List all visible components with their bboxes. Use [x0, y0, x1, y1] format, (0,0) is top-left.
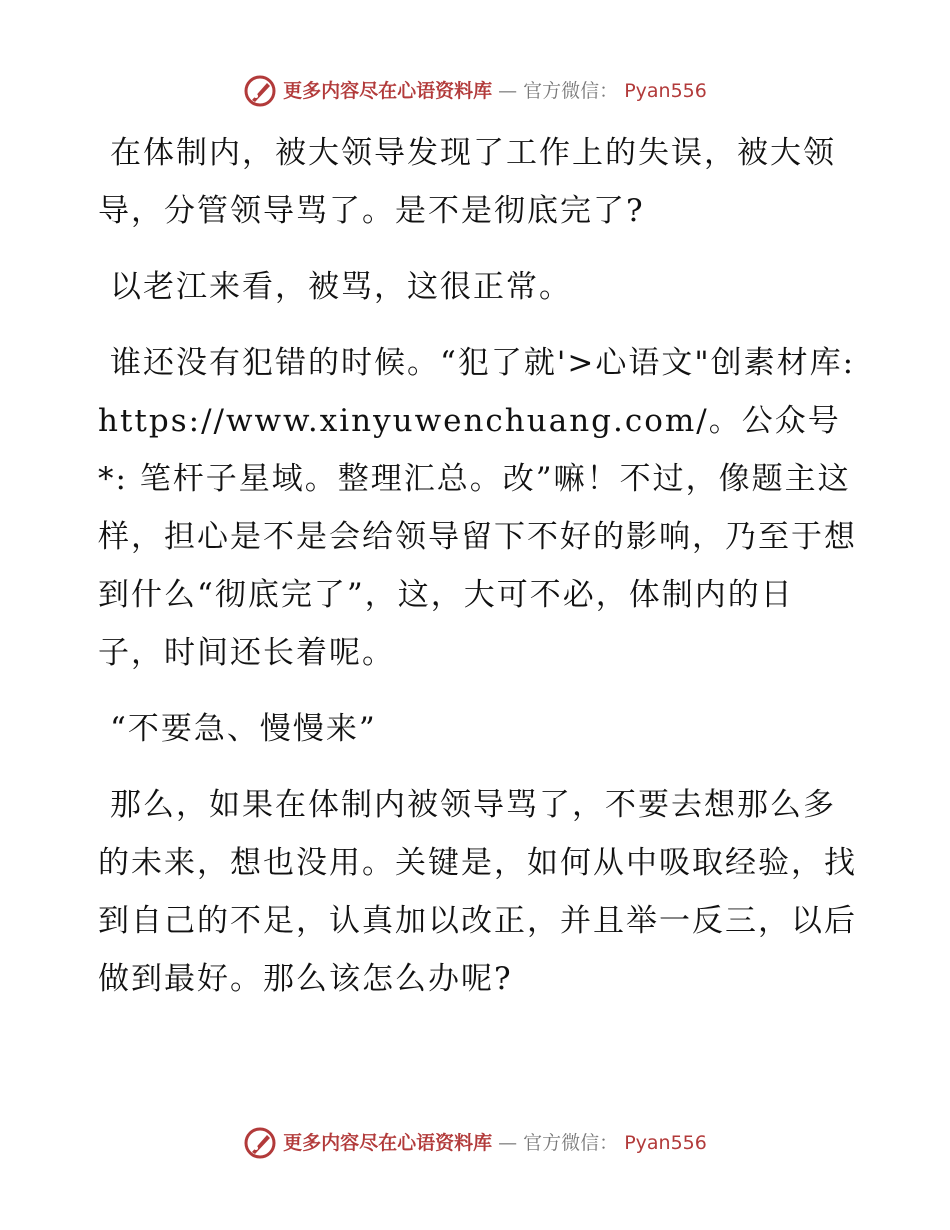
- paragraph-1: 在体制内，被大领导发现了工作上的失误，被大领导，分管领导骂了。是不是彻底完了?: [98, 135, 836, 229]
- pen-logo-icon: [243, 74, 277, 108]
- paragraph-4: “不要急、慢慢来”: [110, 711, 377, 747]
- header-wechat-id: Pyan556: [624, 80, 707, 102]
- header-dash: —: [498, 80, 518, 102]
- header-brand-text: 更多内容尽在心语资料库: [283, 80, 493, 102]
- pen-logo-icon: [243, 1126, 277, 1160]
- header-banner: [0, 74, 950, 108]
- paragraph-5: 那么，如果在体制内被领导骂了，不要去想那么多的未来，想也没用。关键是，如何从中吸取经验，找到自己的不足，认真加以改正，并且举一反三，以后做到最好。那么该怎么办呢?: [98, 787, 857, 997]
- footer-brand-text: 更多内容尽在心语资料库: [283, 1132, 493, 1154]
- footer-wechat-id: Pyan556: [624, 1132, 707, 1154]
- document-body: [98, 124, 858, 1026]
- paragraph-3: 谁还没有犯错的时候。“犯了就'>心语文"创素材库: https://www.xinyuwenchuang.com/。公众号*: 笔杆子星域。整理汇总。改”嘛！不过，像题主这样，担心是不是会给领导留下不好的影响，乃至于想到什么“彻底完了”，这，大可不必，体制内的日子，时间还长着呢。: [98, 345, 857, 671]
- footer-dash: —: [498, 1132, 518, 1154]
- header-official-label: 官方微信：: [523, 80, 619, 102]
- footer-official-label: 官方微信：: [523, 1132, 619, 1154]
- paragraph-2: 以老江来看，被骂，这很正常。: [110, 269, 572, 305]
- footer-banner: [0, 1126, 950, 1160]
